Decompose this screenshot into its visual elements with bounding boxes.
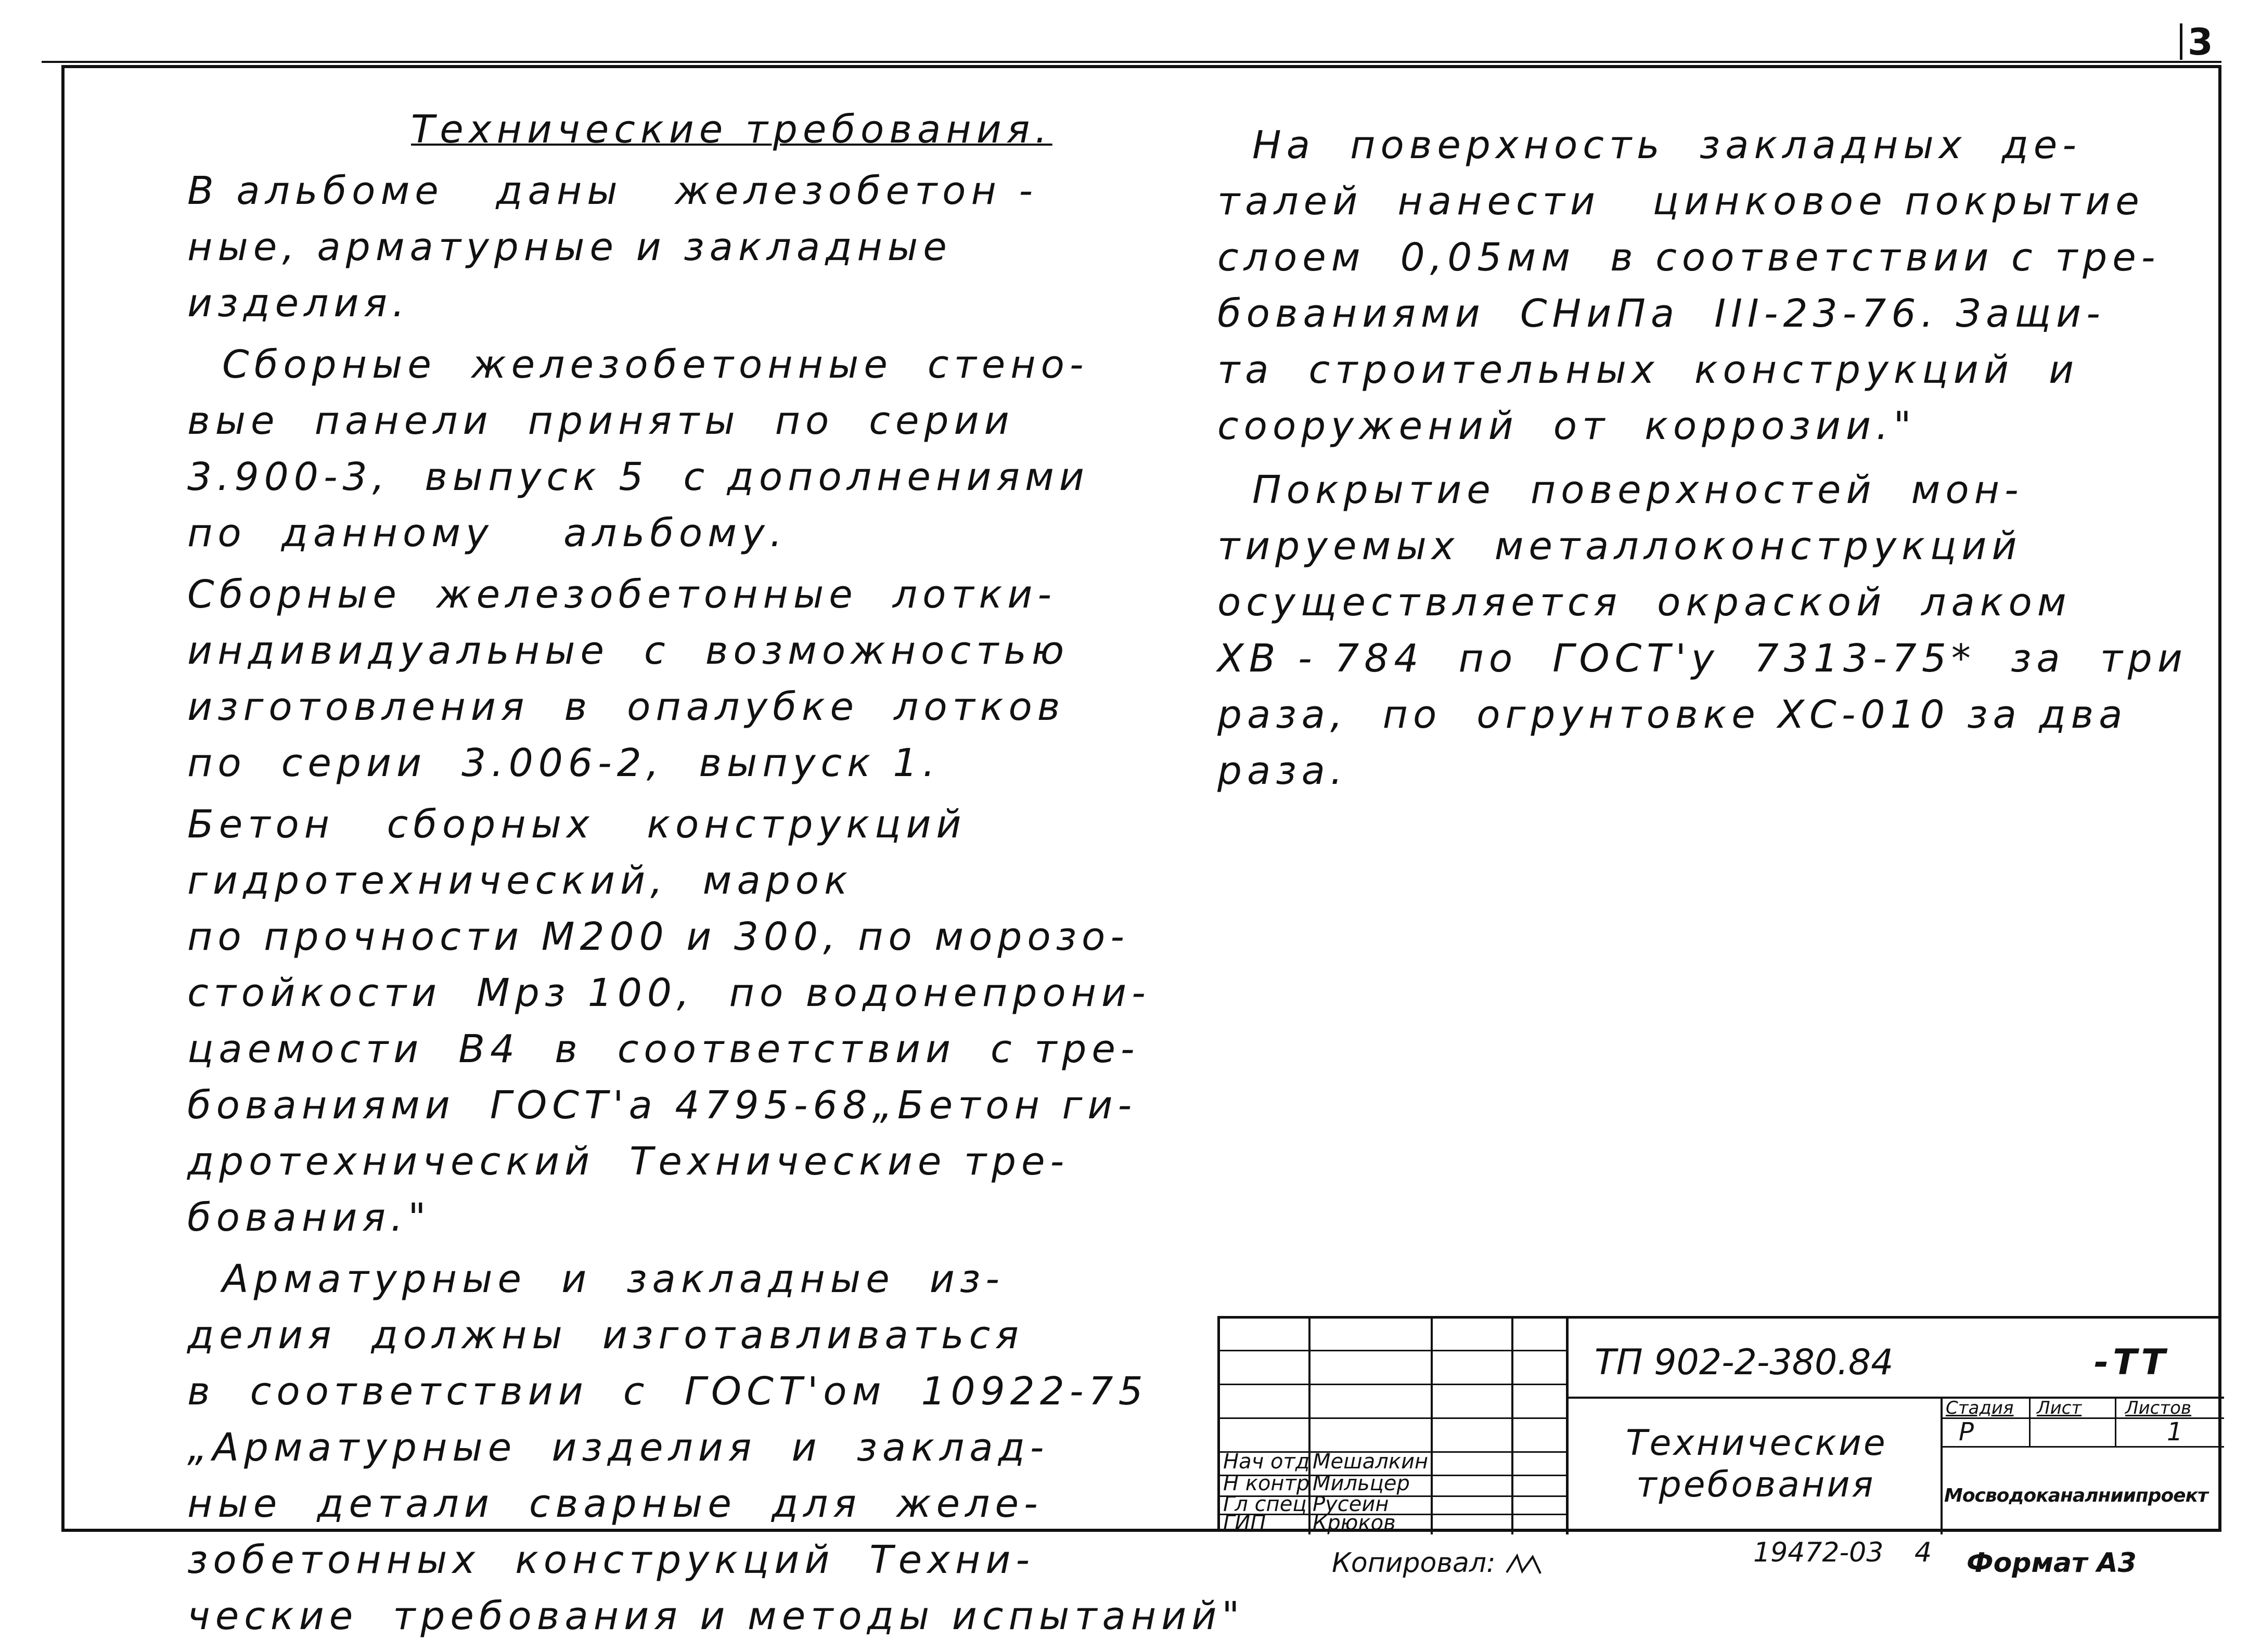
text-line: В альбоме даны железобетон - bbox=[187, 169, 1038, 213]
text-line: зобетонных конструкций Техни- bbox=[187, 1538, 1035, 1582]
doc-suffix: -ТТ bbox=[2094, 1342, 2169, 1383]
signature-role: Гл спец bbox=[1223, 1492, 1307, 1516]
text-line: Сборные железобетонные лотки- bbox=[187, 572, 1057, 617]
sheets-value: 1 bbox=[2167, 1417, 2183, 1447]
text-line: раза. bbox=[1217, 748, 1348, 793]
signature-name: Мешалкин bbox=[1313, 1450, 1429, 1474]
signature-name: Русеин bbox=[1313, 1492, 1389, 1516]
text-line: в соответствии с ГОСТ'ом 10922-75 bbox=[187, 1369, 1148, 1414]
text-line: сооружений от коррозии." bbox=[1217, 404, 1917, 448]
text-line: тируемых металлоконструкций bbox=[1217, 524, 2022, 569]
text-line: ческие требования и методы испытаний" bbox=[187, 1594, 1245, 1638]
text-line: осуществляется окраской лаком bbox=[1217, 580, 2072, 625]
text-line: цаемости В4 в соответствии с тре- bbox=[187, 1027, 1140, 1072]
text-line: изготовления в опалубке лотков bbox=[187, 685, 1065, 729]
title-block bbox=[1217, 1316, 2221, 1535]
text-line: слоем 0,05мм в соответствии с тре- bbox=[1217, 235, 2161, 280]
organization: Мосводоканалниипроект bbox=[1944, 1485, 2208, 1506]
text-line: ные, арматурные и закладные bbox=[187, 225, 952, 269]
sheet-header: Лист bbox=[2037, 1398, 2082, 1418]
signature-role: Н контр bbox=[1223, 1472, 1310, 1495]
text-line: талей нанести цинковое покрытие bbox=[1217, 179, 2144, 224]
text-line: 3.900-3, выпуск 5 с дополнениями bbox=[187, 455, 1089, 499]
paragraph bbox=[1217, 120, 2188, 451]
text-line: вые панели приняты по серии bbox=[187, 398, 1014, 443]
text-line: Бетон сборных конструкций bbox=[187, 802, 967, 847]
signature-name: Крюков bbox=[1313, 1511, 1396, 1535]
title-line-2: требования bbox=[1636, 1464, 1875, 1505]
text-line: та строительных конструкций и bbox=[1217, 347, 2079, 392]
archive-number: 19472-03 bbox=[1753, 1537, 1884, 1568]
signature-role: ГИП bbox=[1223, 1511, 1266, 1535]
text-line: индивидуальные с возможностью bbox=[187, 628, 1070, 673]
text-line: по данному альбому. bbox=[187, 511, 788, 556]
title-line-1: Технические bbox=[1626, 1423, 1887, 1464]
text-line: по серии 3.006-2, выпуск 1. bbox=[187, 741, 941, 785]
left-column bbox=[187, 104, 1244, 1652]
page-title: Технические требования. bbox=[411, 107, 1052, 152]
text-line: Арматурные и закладные из- bbox=[187, 1257, 1005, 1301]
paragraph bbox=[187, 1254, 1244, 1642]
archive-page: 4 bbox=[1915, 1537, 1932, 1568]
text-line: Сборные железобетонные стено- bbox=[187, 342, 1089, 387]
page-number: 3 bbox=[2188, 21, 2213, 63]
text-line: гидротехнический, марок bbox=[187, 858, 853, 903]
paragraph bbox=[187, 339, 1244, 559]
text-line: по прочности М200 и 300, по морозо- bbox=[187, 914, 1129, 959]
stage-header: Стадия bbox=[1946, 1398, 2014, 1418]
text-line: „Арматурные изделия и заклад- bbox=[187, 1425, 1049, 1470]
copier-signature-icon bbox=[1504, 1552, 1546, 1578]
text-line: ные детали сварные для желе- bbox=[187, 1481, 1043, 1526]
stage-value: Р bbox=[1959, 1417, 1974, 1447]
text-line: Покрытие поверхностей мон- bbox=[1217, 468, 2024, 512]
sheet-number-tick bbox=[2180, 23, 2182, 60]
paragraph bbox=[187, 165, 1244, 329]
text-line: изделия. bbox=[187, 281, 410, 326]
text-line: На поверхность закладных де- bbox=[1217, 123, 2082, 167]
text-line: делия должны изготавливаться bbox=[187, 1313, 1024, 1358]
text-line: раза, по огрунтовке ХС-010 за два bbox=[1217, 692, 2128, 737]
right-column bbox=[1217, 120, 2188, 809]
format-label: Формат А3 bbox=[1967, 1547, 2137, 1579]
text-line: бованиями СНиПа III-23-76. Защи- bbox=[1217, 291, 2105, 336]
copied-label: Копировал: bbox=[1332, 1547, 1546, 1579]
signature-name: Мильцер bbox=[1313, 1472, 1410, 1495]
top-border-line bbox=[42, 61, 2221, 63]
text-line: ХВ - 784 по ГОСТ'у 7313-75* за три bbox=[1217, 636, 2188, 681]
paragraph bbox=[187, 569, 1244, 789]
text-line: дротехнический Технические тре- bbox=[187, 1139, 1070, 1184]
right-paragraphs bbox=[1217, 120, 2188, 796]
left-paragraphs bbox=[187, 165, 1244, 1642]
text-line: бованиями ГОСТ'а 4795-68„Бетон ги- bbox=[187, 1083, 1137, 1128]
paragraph bbox=[187, 799, 1244, 1243]
text-line: бования." bbox=[187, 1195, 431, 1240]
text-line: стойкости Мрз 100, по водонепрони- bbox=[187, 971, 1151, 1015]
sheets-header: Листов bbox=[2125, 1398, 2192, 1418]
doc-code: ТП 902-2-380.84 bbox=[1595, 1342, 1894, 1383]
signature-role: Нач отд bbox=[1223, 1450, 1310, 1474]
paragraph bbox=[1217, 464, 2188, 796]
